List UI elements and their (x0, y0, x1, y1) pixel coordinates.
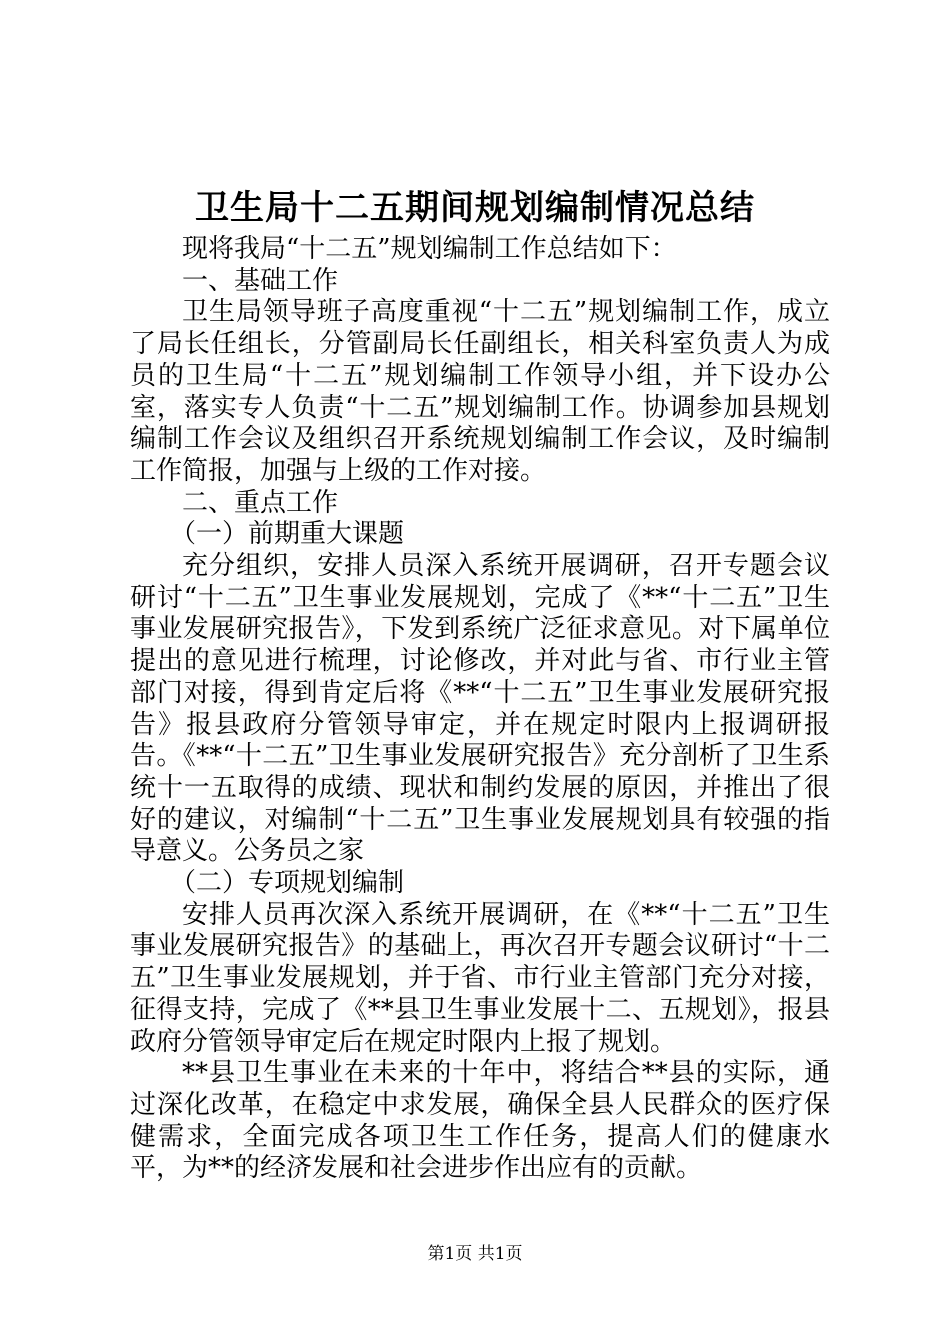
document-title: 卫生局十二五期间规划编制情况总结 (195, 188, 755, 228)
document-body (130, 234, 830, 1185)
subsection-paragraph-preliminary: 充分组织，安排人员深入系统开展调研，召开专题会议研讨“十二五”卫生事业发展规划，完成了《**“十二五”卫生事业发展研究报告》，下发到系统广泛征求意见。对下属单位提出的意见进行梳理，讨论修改，并对此与省、市行业主管部门对接，得到肯定后将《**“十二五”卫生事业发展研究报告》报县政府分管领导审定，并在规定时限内上报调研报告。《**“十二五”卫生事业发展研究报告》充分剖析了卫生系统十一五取得的成绩、现状和制约发展的原因，并推出了很好的建议，对编制“十二五”卫生事业发展规划具有较强的指导意义。公务员之家 (130, 551, 830, 867)
section-paragraph-basic-work: 卫生局领导班子高度重视“十二五”规划编制工作，成立了局长任组长，分管副局长任副组长，相关科室负责人为成员的卫生局“十二五”规划编制工作领导小组，并下设办公室，落实专人负责“十二五”规划编制工作。协调参加县规划编制工作会议及组织召开系统规划编制工作会议，及时编制工作简报，加强与上级的工作对接。 (130, 297, 830, 486)
section-heading-basic-work: 一、基础工作 (182, 265, 339, 296)
intro-line: 现将我局“十二五”规划编制工作总结如下： (182, 234, 677, 264)
section-heading-key-work: 二、重点工作 (182, 487, 339, 518)
closing-paragraph: **县卫生事业在未来的十年中，将结合**县的实际，通过深化改革，在稳定中求发展，确保全县人民群众的医疗保健需求，全面完成各项卫生工作任务，提高人们的健康水平，为**的经济发展和社会进步作出应有的贡献。 (130, 1058, 830, 1184)
subsection-paragraph-special-plan: 安排人员再次深入系统开展调研，在《**“十二五”卫生事业发展研究报告》的基础上，再次召开专题会议研讨“十二五”卫生事业发展规划，并于省、市行业主管部门充分对接，征得支持，完成了《**县卫生事业发展十二、五规划》，报县政府分管领导审定后在规定时限内上报了规划。 (130, 899, 830, 1057)
page-footer: 第1页 共1页 (427, 1244, 523, 1264)
subsection-heading-special-plan: （二）专项规划编制 (170, 868, 405, 899)
subsection-heading-preliminary: （一）前期重大课题 (170, 519, 405, 550)
